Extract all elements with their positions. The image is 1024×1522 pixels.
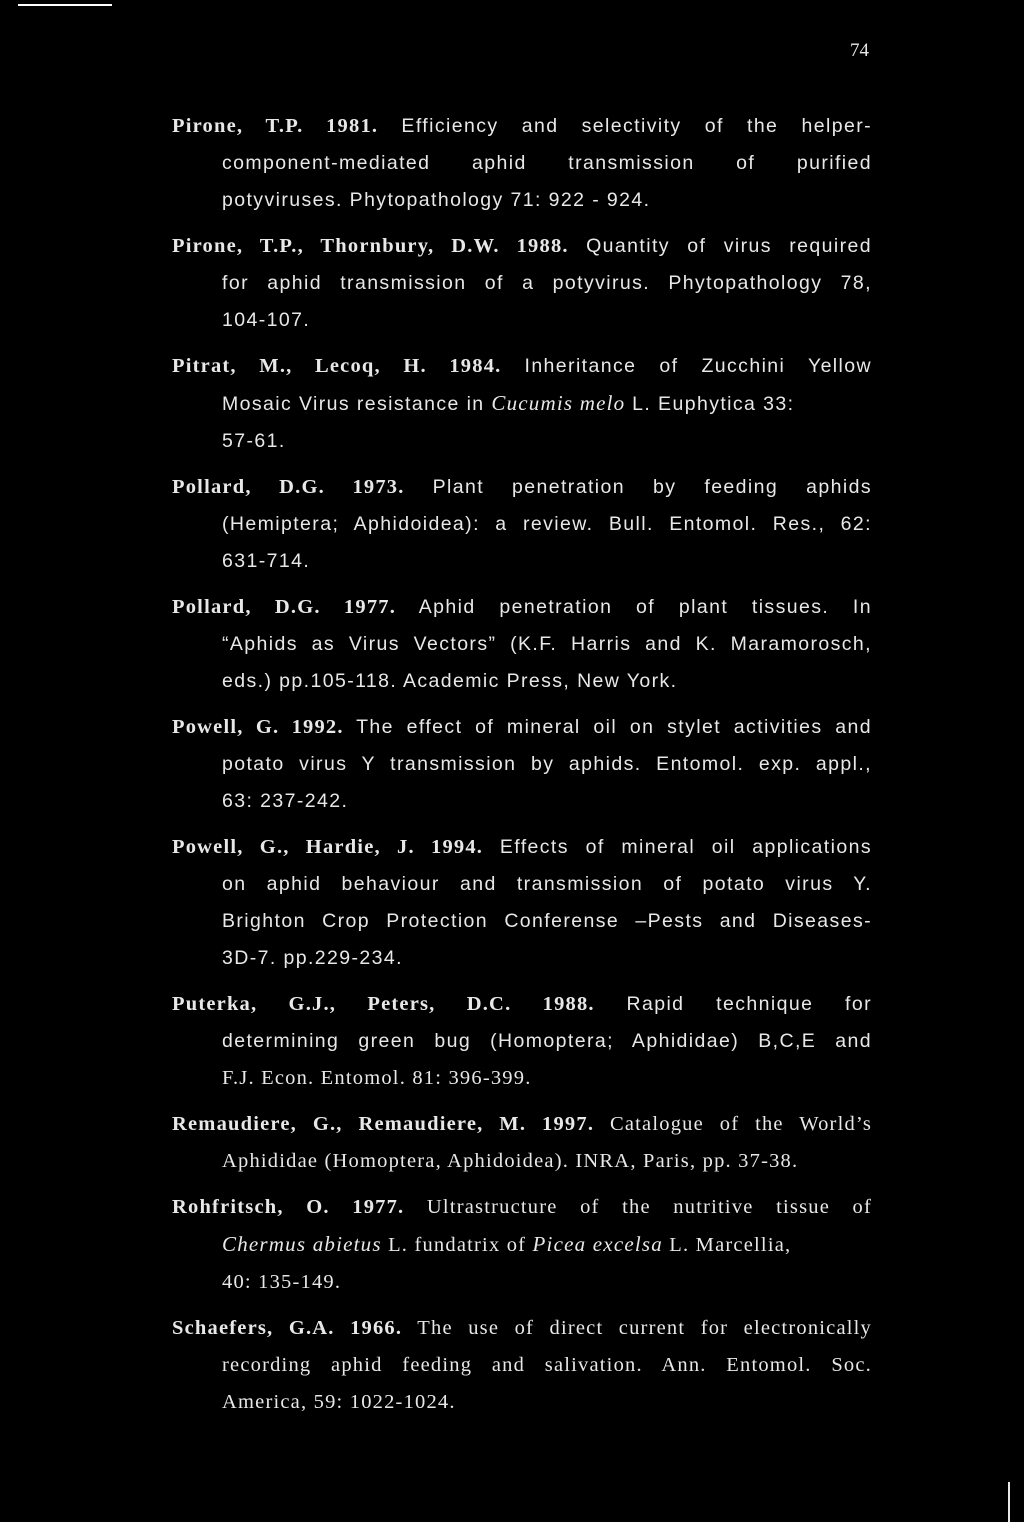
reference-author: Puterka, G.J., Peters, D.C. 1988. (172, 993, 595, 1015)
reference-text: The use of direct current for electronically (402, 1317, 872, 1339)
reference-text: The effect of mineral oil on stylet activities and (343, 716, 873, 738)
species-name: Picea excelsa (532, 1232, 663, 1256)
species-name: Cucumis melo (491, 391, 626, 415)
page-number: 74 (850, 40, 869, 61)
species-name: Chermus abietus (222, 1232, 382, 1256)
reference-text: determining green bug (Homoptera; Aphididae) B,C,E and (222, 1030, 872, 1052)
top-rule (18, 4, 112, 6)
reference-author: Schaefers, G.A. 1966. (172, 1317, 403, 1339)
reference-entry (172, 589, 872, 700)
edge-mark (1008, 1482, 1010, 1522)
reference-line (172, 228, 872, 265)
reference-entry (172, 986, 872, 1097)
reference-entry (172, 1106, 872, 1180)
reference-text: Ultrastructure of the nutritive tissue of (404, 1196, 873, 1218)
reference-entry (172, 829, 872, 977)
reference-entry (172, 348, 872, 460)
reference-entry (172, 228, 872, 339)
reference-text: L. fundatrix of (381, 1234, 533, 1256)
reference-text: 3D-7. pp.229-234. (222, 947, 403, 969)
reference-author: Powell, G. 1992. (172, 716, 344, 738)
reference-text: America, 59: 1022-1024. (222, 1391, 456, 1413)
reference-text: Rapid technique for (594, 993, 872, 1015)
reference-text: potyviruses. Phytopathology 71: 922 - 924. (222, 189, 651, 211)
reference-text: “Aphids as Virus Vectors” (K.F. Harris and K. Maramorosch, (222, 633, 872, 655)
reference-text: 104-107. (222, 309, 311, 331)
reference-text: L. Euphytica 33: (625, 393, 795, 415)
reference-text: Aphididae (Homoptera, Aphidoidea). INRA, Paris, pp. 37-38. (222, 1150, 799, 1172)
reference-text: Brighton Crop Protection Conferense –Pests and Diseases- (222, 910, 872, 932)
reference-line (172, 348, 872, 385)
reference-text: 63: 237-242. (222, 790, 349, 812)
reference-text: F.J. Econ. Entomol. 81: 396-399. (222, 1067, 532, 1089)
reference-text: recording aphid feeding and salivation. Ann. Entomol. Soc. (222, 1354, 872, 1376)
reference-text: for aphid transmission of a potyvirus. Phytopathology 78, (222, 272, 872, 294)
reference-line (172, 108, 872, 145)
reference-author: Remaudiere, G., Remaudiere, M. 1997. (172, 1113, 595, 1135)
reference-line (172, 1189, 872, 1226)
reference-text: 57-61. (222, 430, 286, 452)
reference-author: Rohfritsch, O. 1977. (172, 1196, 405, 1218)
reference-author: Powell, G., Hardie, J. 1994. (172, 836, 484, 858)
reference-entry (172, 1310, 872, 1421)
reference-text: Mosaic Virus resistance in (222, 393, 492, 415)
reference-text: potato virus Y transmission by aphids. Entomol. exp. appl., (222, 753, 872, 775)
reference-text: component-mediated aphid transmission of purified (222, 152, 872, 174)
reference-text: L. Marcellia, (662, 1234, 792, 1256)
reference-line (172, 986, 872, 1023)
reference-list (172, 108, 872, 1430)
reference-entry (172, 108, 872, 219)
reference-entry (172, 1189, 872, 1301)
reference-text: on aphid behaviour and transmission of potato virus Y. (222, 873, 872, 895)
reference-author: Pirone, T.P., Thornbury, D.W. 1988. (172, 235, 569, 257)
reference-line (172, 829, 872, 866)
reference-text: Efficiency and selectivity of the helper- (378, 115, 872, 137)
reference-author: Pollard, D.G. 1977. (172, 596, 397, 618)
reference-line (172, 589, 872, 626)
reference-entry (172, 469, 872, 580)
reference-line (172, 385, 872, 423)
reference-text: Aphid penetration of plant tissues. In (396, 596, 872, 618)
reference-author: Pitrat, M., Lecoq, H. 1984. (172, 355, 502, 377)
reference-line (172, 1226, 872, 1264)
reference-text: 631-714. (222, 550, 311, 572)
reference-author: Pirone, T.P. 1981. (172, 115, 379, 137)
reference-line (172, 1310, 872, 1347)
reference-text: Inheritance of Zucchini Yellow (501, 355, 872, 377)
reference-text: Plant penetration by feeding aphids (404, 476, 873, 498)
reference-text: Effects of mineral oil applications (483, 836, 872, 858)
reference-line (172, 1106, 872, 1143)
reference-author: Pollard, D.G. 1973. (172, 476, 405, 498)
reference-text: Quantity of virus required (568, 235, 872, 257)
reference-text: 40: 135-149. (222, 1271, 342, 1293)
reference-text: (Hemiptera; Aphidoidea): a review. Bull. Entomol. Res., 62: (222, 513, 872, 535)
reference-entry (172, 709, 872, 820)
reference-text: eds.) pp.105-118. Academic Press, New York. (222, 670, 678, 692)
reference-line (172, 709, 872, 746)
reference-text: Catalogue of the World’s (594, 1113, 872, 1135)
reference-line (172, 469, 872, 506)
